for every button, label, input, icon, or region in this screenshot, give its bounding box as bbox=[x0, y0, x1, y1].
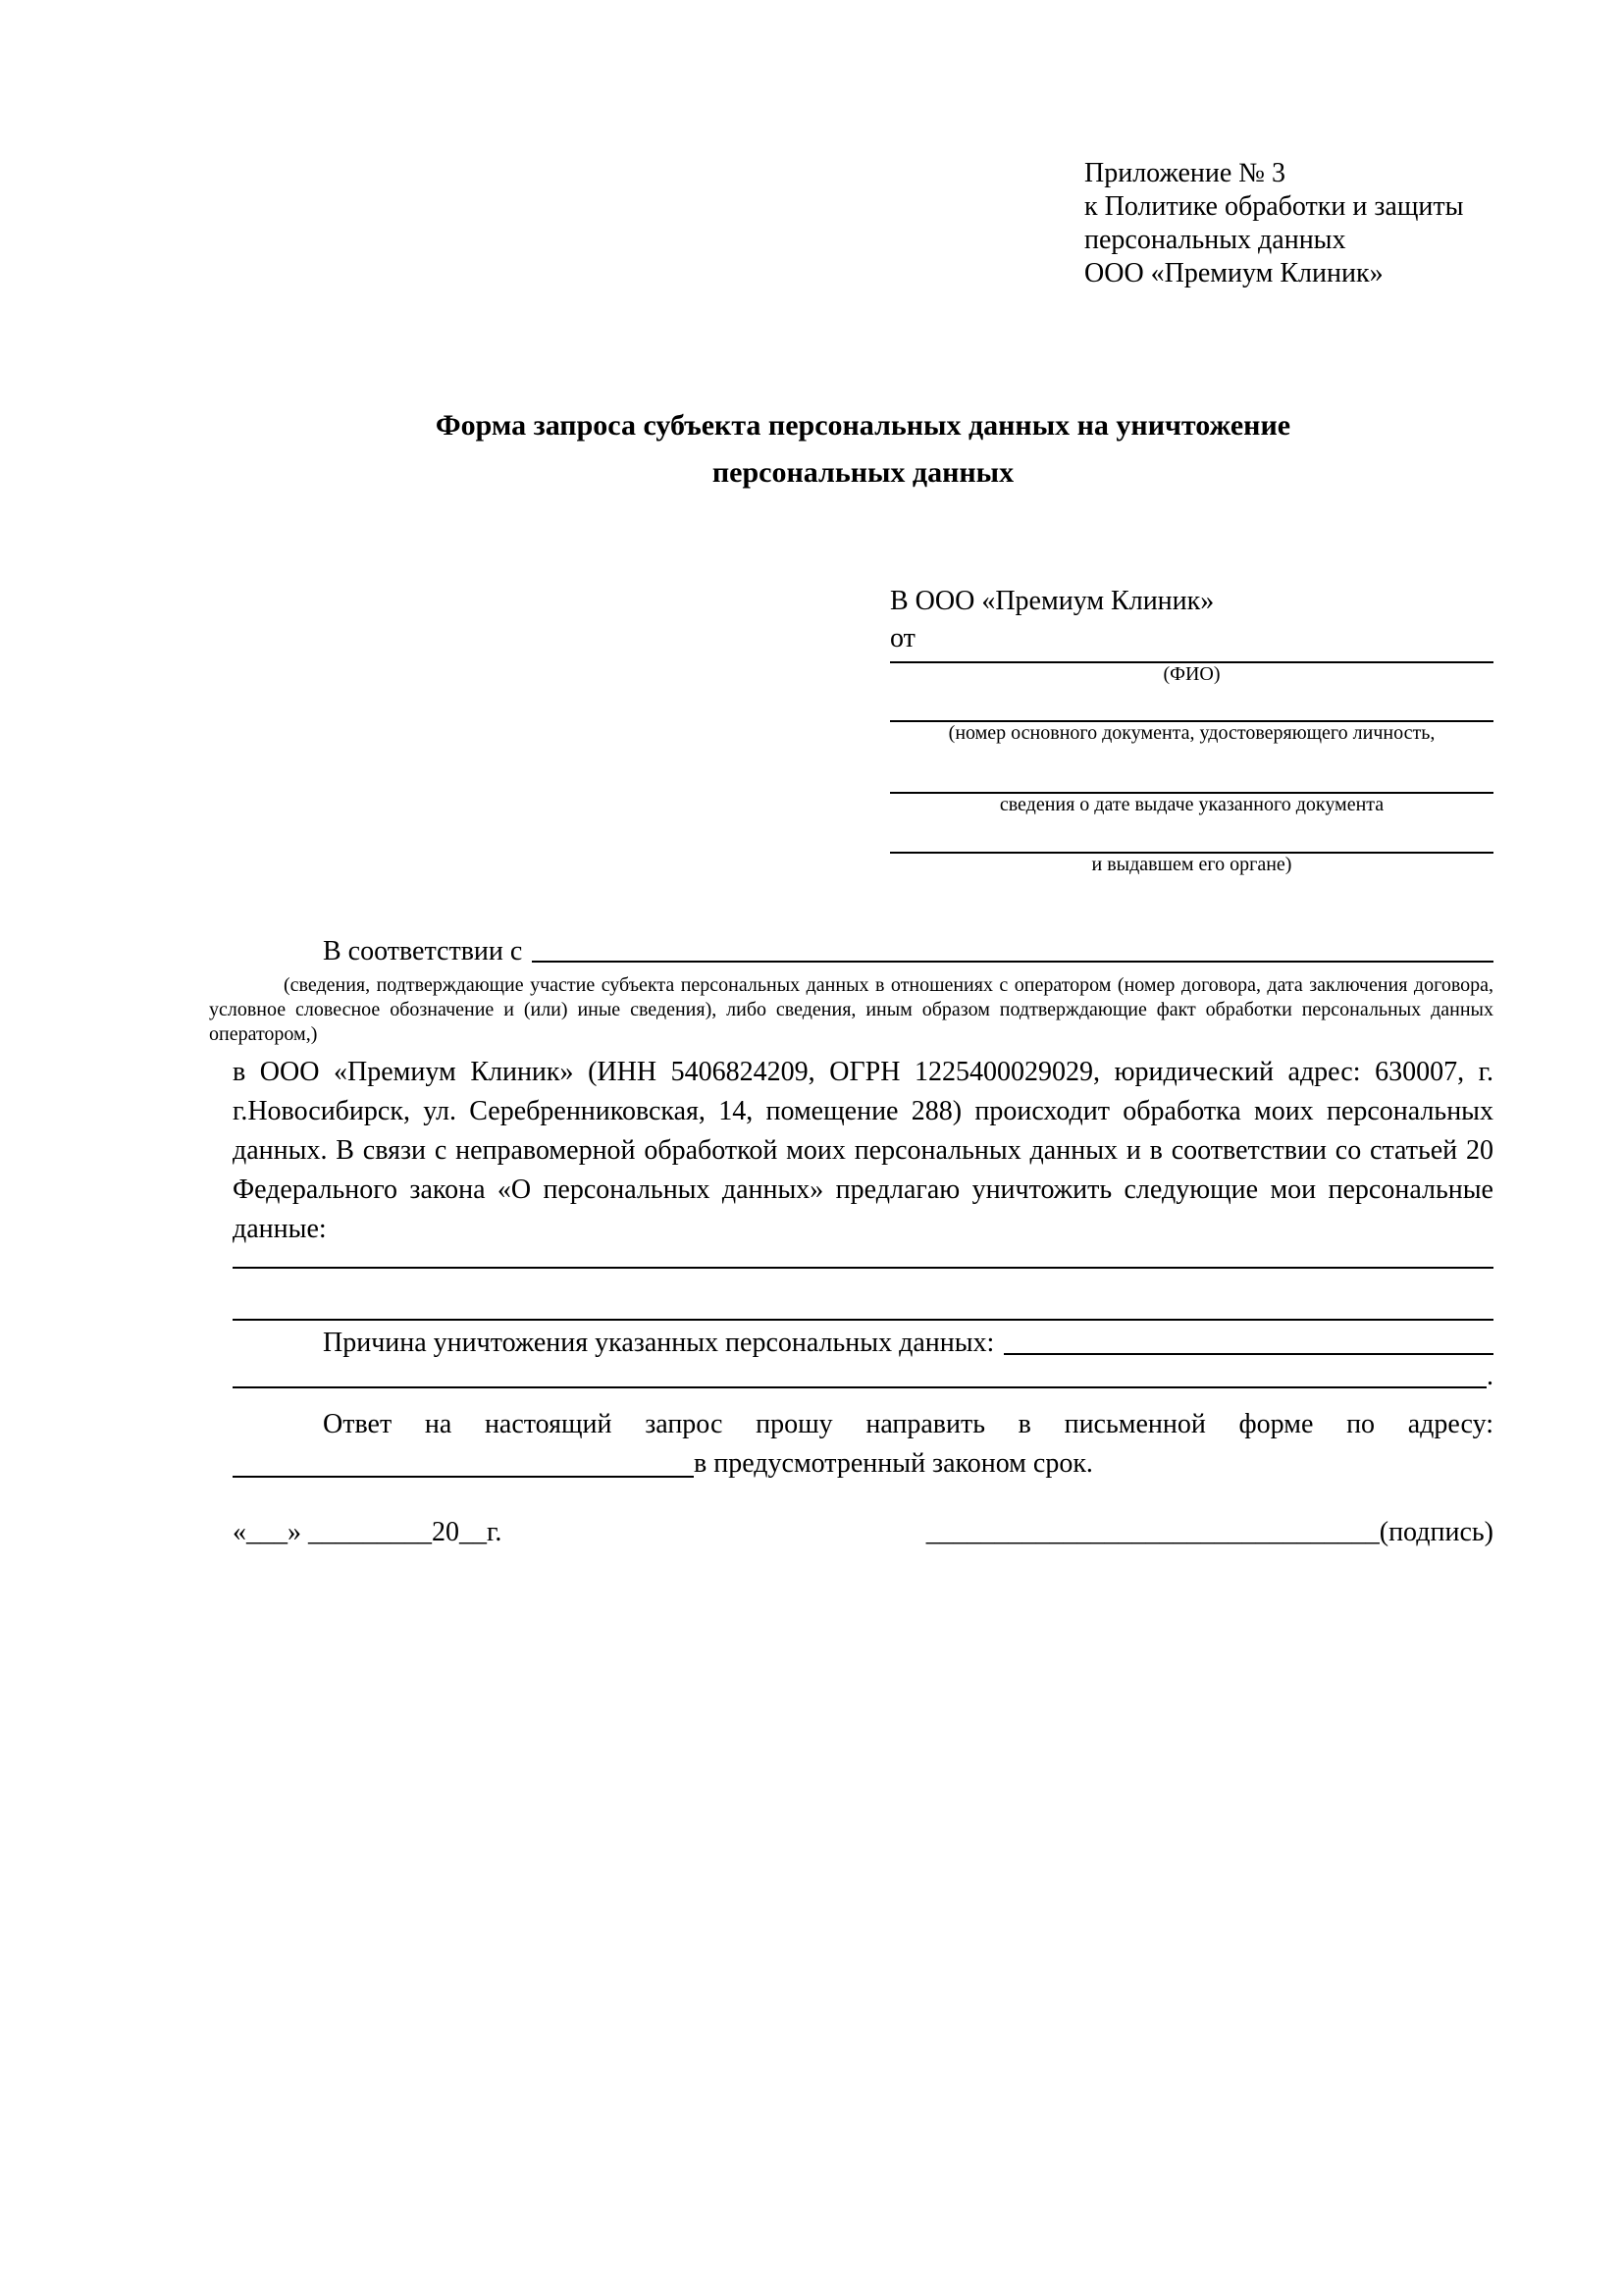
line-terminator: . bbox=[1487, 1361, 1493, 1391]
signature-blank-line: _________________________________ bbox=[925, 1517, 1380, 1547]
reason-blank-line-2 bbox=[233, 1386, 1487, 1388]
issue-date-blank-line bbox=[890, 744, 1493, 794]
appendix-header-line-2: к Политике обработки и защиты bbox=[1084, 191, 1464, 222]
appendix-header-line-4: ООО «Премиум Клиник» bbox=[1084, 258, 1384, 288]
appendix-header bbox=[1084, 157, 1493, 290]
reason-row bbox=[233, 1327, 1493, 1360]
response-tail: в предусмотренный законом срок. bbox=[694, 1448, 1093, 1479]
fio-field bbox=[890, 657, 1493, 685]
accordance-note: (сведения, подтверждающие участие субъекта персональных данных в отношениях с оператором (номер договора, дата заключения договора, условное словесное обозначение и (или) иные сведения), либо сведения, иным образом подтверждающие факт обработки персональных данных оператором,) bbox=[209, 974, 1493, 1045]
reason-label: Причина уничтожения указанных персональных данных: bbox=[323, 1328, 995, 1358]
addressee-to: В ООО «Премиум Клиник» bbox=[890, 586, 1215, 616]
personal-data-blank-line-1 bbox=[233, 1249, 1493, 1269]
issue-date-caption: сведения о дате выдаче указанного документа bbox=[999, 794, 1385, 815]
document-number-blank-line bbox=[890, 685, 1493, 722]
reason-continuation-row bbox=[233, 1360, 1493, 1393]
document-number-field bbox=[890, 685, 1493, 744]
accordance-label: В соответствии с bbox=[323, 936, 523, 966]
issuing-authority-blank-line bbox=[890, 815, 1493, 854]
signature-area bbox=[926, 1513, 1493, 1552]
personal-data-blank-line-2 bbox=[233, 1269, 1493, 1321]
accordance-blank-line bbox=[532, 961, 1493, 963]
reason-blank-line bbox=[1004, 1353, 1493, 1355]
addressee-from: от bbox=[890, 623, 916, 653]
issuing-authority-field bbox=[890, 815, 1493, 875]
document-number-caption: (номер основного документа, удостоверяющего личность, bbox=[948, 722, 1436, 744]
accordance-row bbox=[233, 936, 1493, 967]
document-title: Форма запроса субъекта персональных данных на уничтожение персональных данных bbox=[435, 409, 1291, 489]
address-blank-line bbox=[233, 1476, 694, 1478]
issue-date-field bbox=[890, 744, 1493, 815]
fio-caption: (ФИО) bbox=[1163, 663, 1221, 685]
response-address-row bbox=[233, 1444, 1493, 1484]
date-signature-row bbox=[233, 1513, 1493, 1552]
date-blank: «___» _________20__г. bbox=[233, 1517, 502, 1547]
appendix-header-line-3: персональных данных bbox=[1084, 225, 1346, 255]
addressee-block bbox=[890, 583, 1493, 875]
main-paragraph: в ООО «Премиум Клиник» (ИНН 5406824209, ОГРН 1225400029029, юридический адрес: 630007, г. г.Новосибирск, ул. Серебренниковская, 14, помещение 288) происходит обработка моих персональных данных. В связи с неправомерной обработкой моих персональных данных и в соответствии со статьей 20 Федерального закона «О персональных данных» предлагаю уничтожить следующие мои персональные данные: bbox=[233, 1057, 1493, 1244]
response-request: Ответ на настоящий запрос прошу направить в письменной форме по адресу: bbox=[323, 1409, 1493, 1439]
issuing-authority-caption: и выдавшем его органе) bbox=[1091, 854, 1292, 875]
signature-caption: (подпись) bbox=[1379, 1517, 1493, 1547]
appendix-header-line-1: Приложение № 3 bbox=[1084, 158, 1285, 188]
